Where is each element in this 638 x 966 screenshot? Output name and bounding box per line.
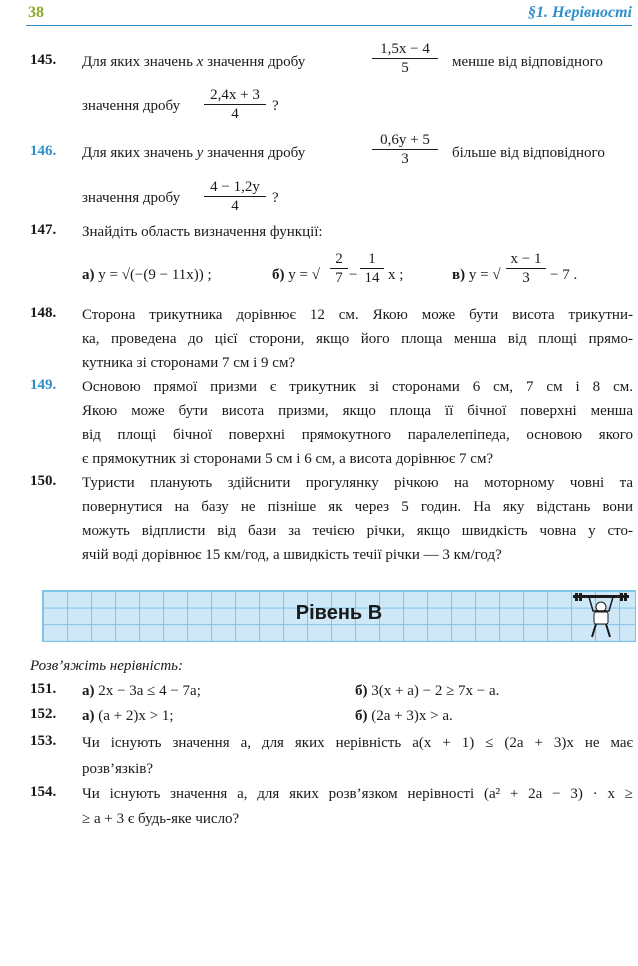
problem-147-b-fraction-2: 1 14 — [360, 250, 384, 287]
problem-146-number: 146. — [30, 143, 57, 159]
problem-149-line-2: Якою може бути висота призми, якщо площа її бічної поверхні менша — [82, 403, 633, 419]
problem-154-line-1: Чи існують значення a, для яких розв’язком нерівності (a² + 2a − 3) · x ≥ — [82, 786, 633, 802]
problem-151-a: а) 2x − 3a ≤ 4 − 7a; — [82, 683, 201, 699]
problem-145-fraction-2: 2,4x + 3 4 — [204, 86, 266, 123]
page-number: 38 — [28, 4, 44, 21]
problem-152-b: б) (2a + 3)x > a. — [355, 708, 453, 724]
problem-146-question: ? — [272, 190, 279, 206]
problem-147-b-minus: − — [349, 267, 358, 283]
problem-149-number: 149. — [30, 377, 57, 393]
problem-153-line-2: розв’язків? — [82, 761, 154, 777]
problem-150-line-1: Туристи планують здійснити прогулянку річкою на моторному човні та — [82, 475, 633, 491]
problem-147-b-x: x ; — [388, 267, 404, 283]
header-rule — [26, 25, 632, 26]
problem-150-number: 150. — [30, 473, 57, 489]
problem-153-number: 153. — [30, 733, 57, 749]
problem-147-number: 147. — [30, 222, 57, 238]
problem-149-line-1: Основою прямої призми є трикутник зі сторонами 6 см, 7 см і 8 см. — [82, 379, 633, 395]
problem-152-a: а) (a + 2)x > 1; — [82, 708, 174, 724]
problem-149-line-3: від площі бічної поверхні прямокутного паралелепіпеда, основою якого — [82, 427, 633, 443]
problem-150-line-4: ячій воді дорівнює 15 км/год, а швидкість течії річки — 3 км/год? — [82, 547, 502, 563]
problem-148-line-3: кутника зі сторонами 7 см і 9 см? — [82, 355, 296, 371]
problem-146-fraction-1: 0,6y + 5 3 — [372, 131, 438, 168]
problem-145-text1: Для яких значень x значення дробу — [82, 54, 306, 70]
solve-instruction: Розв’яжіть нерівність: — [30, 658, 183, 674]
problem-151-number: 151. — [30, 681, 57, 697]
problem-147-c-prefix: в) y = √ — [452, 267, 501, 283]
problem-152-number: 152. — [30, 706, 57, 722]
problem-148-line-1: Сторона трикутника дорівнює 12 см. Якою може бути висота трикутни- — [82, 307, 633, 323]
problem-150-line-2: повернутися на базу не пізніше як через 5 годин. На яку відстань вони — [82, 499, 633, 515]
weightlifter-icon — [571, 593, 631, 639]
problem-146-text3: більше від відповідного — [452, 145, 605, 161]
problem-146-text4: значення дробу — [82, 190, 181, 206]
problem-147-b-fraction-1: 2 7 — [330, 250, 348, 287]
problem-145-number: 145. — [30, 52, 57, 68]
problem-147-c-post: − 7 . — [550, 267, 578, 283]
problem-145-question: ? — [272, 98, 279, 114]
problem-148-number: 148. — [30, 305, 57, 321]
page-header — [0, 0, 638, 30]
problem-147-b-prefix: б) y = √ — [272, 267, 320, 283]
level-banner — [42, 590, 636, 642]
problem-147-text: Знайдіть область визначення функції: — [82, 224, 323, 240]
problem-147-a: а) y = √(−(9 − 11x)) ; — [82, 267, 212, 283]
problem-145-text3: менше від відповідного — [452, 54, 603, 70]
level-title: Рівень В — [295, 602, 383, 624]
problem-145-text4: значення дробу — [82, 98, 181, 114]
problem-145-fraction-1: 1,5x − 4 5 — [372, 40, 438, 77]
problem-147-c-fraction: x − 1 3 — [506, 250, 546, 287]
problem-150-line-3: можуть відплисти від бази за течією річки, якщо швидкість човна у сто- — [82, 523, 633, 539]
problem-153-line-1: Чи існують значення a, для яких нерівність a(x + 1) ≤ (2a + 3)x не має — [82, 735, 633, 751]
section-title: §1. Нерівності — [527, 4, 632, 21]
problem-151-b: б) 3(x + a) − 2 ≥ 7x − a. — [355, 683, 500, 699]
problem-149-line-4: є прямокутник зі сторонами 5 см і 6 см, а висота дорівнює 7 см? — [82, 451, 494, 467]
problem-148-line-2: ка, проведена до цієї сторони, якщо його площа менша від площі прямо- — [82, 331, 633, 347]
problem-154-number: 154. — [30, 784, 57, 800]
problem-146-fraction-2: 4 − 1,2y 4 — [204, 178, 266, 215]
problem-146-text1: Для яких значень y значення дробу — [82, 145, 306, 161]
problem-154-line-2: ≥ a + 3 є будь-яке число? — [82, 811, 240, 827]
